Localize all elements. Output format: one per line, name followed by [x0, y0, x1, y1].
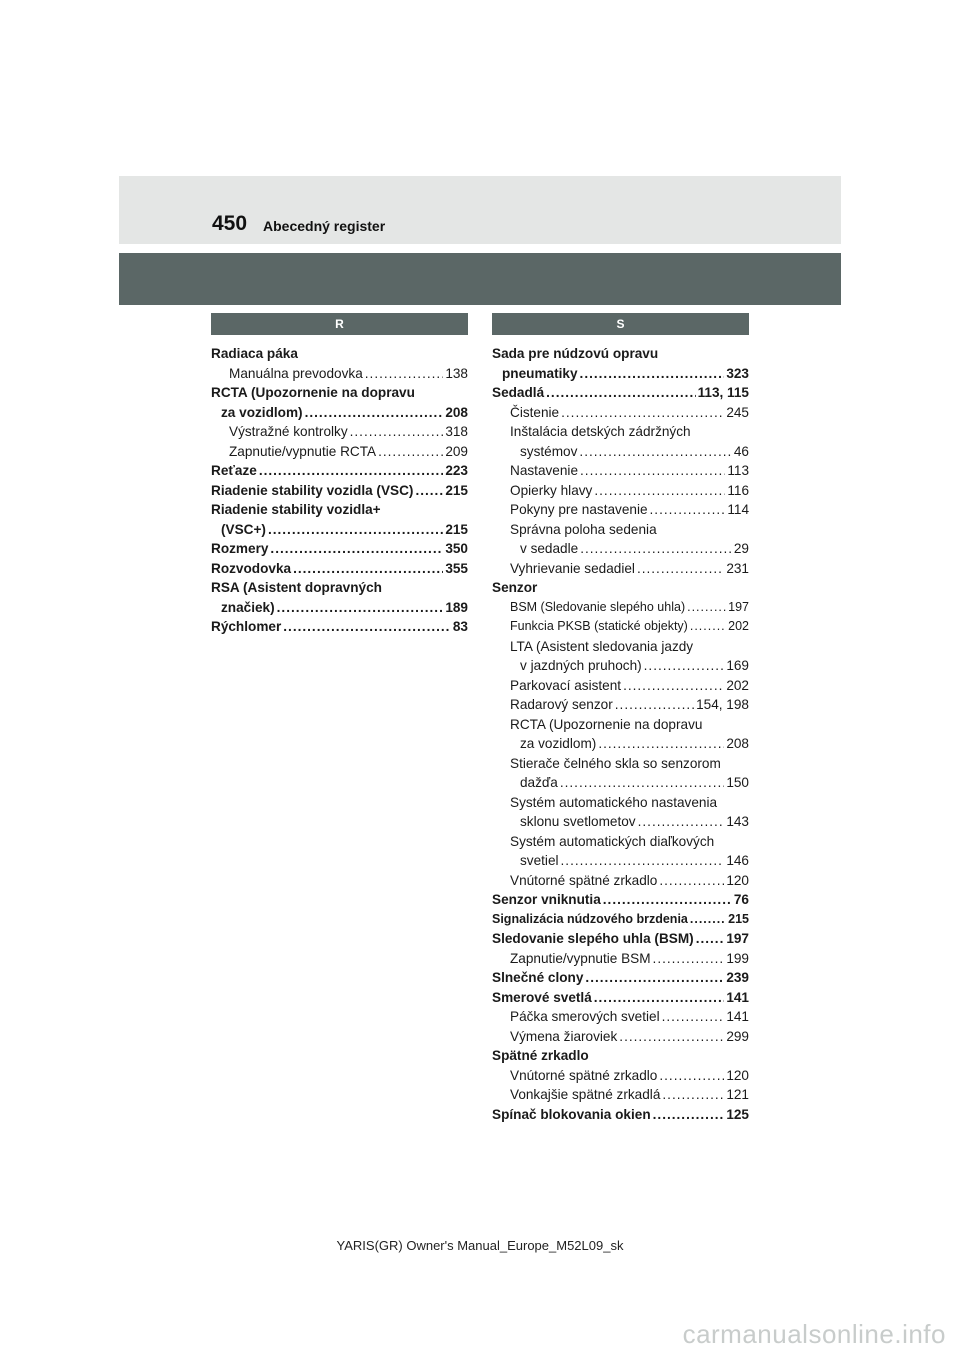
entry-page-number: 323	[726, 365, 749, 381]
entry-label: Senzor vniknutia	[492, 892, 601, 907]
entry-page-number: 202	[728, 619, 749, 633]
entry-page-number: 113, 115	[697, 385, 749, 400]
entry-page-number: 121	[726, 1087, 749, 1102]
entry-page-number: 120	[726, 872, 749, 888]
entry-page-number: 197	[726, 931, 749, 946]
letter-heading-s: S	[492, 313, 749, 335]
letter-heading-r: R	[211, 313, 468, 335]
leader-dots	[268, 520, 443, 540]
entry-page-number: 199	[726, 950, 749, 966]
entry-label: v jazdných pruhoch)	[520, 658, 642, 673]
index-entry	[492, 851, 749, 871]
entry-label: za vozidlom)	[520, 736, 597, 751]
index-entry	[492, 1066, 749, 1086]
entry-page-number: 76	[733, 892, 749, 907]
leader-dots	[594, 988, 725, 1008]
entry-page-number: 239	[726, 970, 749, 985]
index-entry	[492, 910, 749, 930]
entry-label: Reťaze	[211, 463, 257, 478]
index-entry	[492, 578, 749, 598]
index-entry	[492, 1046, 749, 1066]
entry-page-number: 46	[733, 443, 749, 459]
entry-label: Nastavenie	[510, 463, 579, 478]
entry-label: pneumatiky	[502, 365, 578, 381]
entry-label: Správna poloha sedenia	[510, 521, 657, 537]
entry-label: Sada pre núdzovú opravu	[492, 346, 659, 361]
entry-page-number: 125	[726, 1106, 749, 1122]
leader-dots	[580, 539, 732, 559]
entry-page-number: 143	[726, 814, 749, 829]
index-column-r	[211, 313, 468, 637]
index-entry	[211, 461, 468, 481]
index-entry	[492, 461, 749, 481]
index-entry	[211, 403, 468, 423]
leader-dots	[378, 442, 443, 462]
leader-dots	[283, 617, 451, 637]
entry-page-number: 208	[445, 404, 468, 420]
leader-dots	[690, 910, 726, 930]
entry-label: Čistenie	[510, 404, 560, 420]
leader-dots	[293, 559, 443, 579]
index-entry	[492, 520, 749, 540]
leader-dots	[350, 422, 444, 442]
index-entry	[492, 715, 749, 735]
entry-page-number: 114	[727, 502, 749, 517]
leader-dots	[270, 539, 443, 559]
leader-dots	[659, 871, 724, 891]
index-entry	[211, 364, 468, 384]
entry-page-number: 209	[445, 443, 468, 459]
leader-dots	[615, 695, 694, 715]
leader-dots	[598, 734, 724, 754]
leader-dots	[594, 481, 725, 501]
leader-dots	[561, 403, 724, 423]
entry-label: Riadenie stability vozidla+	[211, 502, 381, 517]
entry-label: Systém automatických diaľkových	[510, 833, 715, 849]
entry-label: Vyhrievanie sedadiel	[510, 560, 635, 576]
entry-label: Opierky hlavy	[510, 482, 593, 498]
leader-dots	[653, 949, 725, 969]
leader-dots	[662, 1085, 724, 1105]
entry-page-number: 231	[726, 560, 749, 576]
index-entry	[492, 481, 749, 501]
leader-dots	[696, 929, 725, 949]
index-entries-r	[211, 344, 468, 637]
entry-label: Výmena žiaroviek	[510, 1028, 618, 1044]
entry-page-number: 355	[445, 560, 468, 576]
entry-page-number: 350	[445, 541, 468, 556]
index-entry	[211, 422, 468, 442]
index-entry	[211, 383, 468, 403]
entry-label: Slnečné clony	[492, 970, 584, 985]
leader-dots	[619, 1027, 724, 1047]
index-entry	[492, 1027, 749, 1047]
leader-dots	[560, 773, 724, 793]
index-entry	[492, 773, 749, 793]
entry-page-number: 83	[452, 619, 468, 634]
section-band	[119, 253, 841, 305]
entry-label: Vnútorné spätné zrkadlo	[510, 1067, 658, 1083]
index-entry	[492, 403, 749, 423]
index-entry	[492, 832, 749, 852]
leader-dots	[546, 383, 695, 403]
index-entry	[492, 617, 749, 637]
entry-label: Sedadlá	[492, 385, 545, 400]
entry-label: Parkovací asistent	[510, 677, 622, 693]
index-entry	[211, 598, 468, 618]
entry-label: RSA (Asistent dopravných	[211, 580, 382, 595]
entry-label: Rýchlomer	[211, 619, 282, 634]
index-column-s	[492, 313, 749, 1124]
entry-label: BSM (Sledovanie slepého uhla)	[510, 599, 686, 614]
entry-page-number: 215	[445, 482, 468, 498]
entry-label: LTA (Asistent sledovania jazdy	[510, 638, 694, 654]
index-entry	[492, 812, 749, 832]
entry-page-number: 113	[727, 463, 749, 478]
index-entry	[492, 1007, 749, 1027]
entry-page-number: 141	[726, 1009, 749, 1024]
entry-page-number: 154, 198	[696, 697, 749, 712]
footer-manual-id: YARIS(GR) Owner's Manual_Europe_M52L09_sk	[336, 1238, 624, 1253]
entry-label: Zapnutie/vypnutie RCTA	[229, 443, 377, 459]
index-entry	[492, 695, 749, 715]
entry-label: Páčka smerových svetiel	[510, 1009, 660, 1024]
entry-label: RCTA (Upozornenie na dopravu	[510, 716, 703, 732]
entry-page-number: 215	[728, 911, 749, 926]
entry-page-number: 120	[726, 1067, 749, 1083]
leader-dots	[603, 890, 732, 910]
index-entry	[492, 383, 749, 403]
entry-page-number: 150	[726, 775, 749, 790]
leader-dots	[662, 1007, 725, 1027]
watermark-logo: carmanualsonline.info	[682, 1319, 946, 1349]
entry-label: svetiel	[520, 853, 559, 868]
entry-label: Inštalácia detských zádržných	[510, 424, 691, 439]
leader-dots	[415, 481, 443, 501]
index-entry	[211, 617, 468, 637]
entry-label: Spínač blokovania okien	[492, 1106, 651, 1122]
entry-page-number: 197	[728, 599, 749, 614]
entry-page-number: 215	[445, 521, 468, 537]
leader-dots	[579, 442, 731, 462]
entry-page-number: 223	[445, 463, 468, 478]
entry-label: v sedadle	[520, 541, 579, 556]
entry-label: Sledovanie slepého uhla (BSM)	[492, 931, 694, 946]
entry-label: dažďa	[520, 775, 558, 790]
entry-page-number: 318	[445, 424, 468, 439]
entry-label: Zapnutie/vypnutie BSM	[510, 950, 651, 966]
index-entry	[211, 481, 468, 501]
leader-dots	[653, 1105, 725, 1125]
leader-dots	[305, 403, 444, 423]
entry-label: značiek)	[221, 599, 275, 615]
entry-label: Vonkajšie spätné zrkadlá	[510, 1087, 661, 1102]
entry-label: Spätné zrkadlo	[492, 1048, 589, 1063]
entry-label: RCTA (Upozornenie na dopravu	[211, 385, 415, 400]
index-entry	[492, 988, 749, 1008]
page-title: Abecedný register	[263, 218, 386, 234]
entry-page-number: 245	[726, 404, 749, 420]
index-entry	[492, 871, 749, 891]
index-entry	[492, 929, 749, 949]
leader-dots	[659, 1066, 724, 1086]
entry-label: (VSC+)	[221, 521, 266, 537]
entry-page-number: 141	[726, 989, 749, 1005]
entry-page-number: 299	[726, 1028, 749, 1044]
leader-dots	[687, 598, 726, 618]
entry-label: Rozmery	[211, 541, 269, 556]
leader-dots	[690, 617, 726, 637]
index-entry	[492, 949, 749, 969]
index-entry	[492, 676, 749, 696]
index-entry	[211, 344, 468, 364]
entry-page-number: 189	[445, 599, 468, 615]
entry-label: Radiaca páka	[211, 346, 298, 361]
leader-dots	[561, 851, 725, 871]
index-entry	[492, 968, 749, 988]
leader-dots	[580, 364, 725, 384]
index-entry	[211, 442, 468, 462]
entry-label: Smerové svetlá	[492, 989, 592, 1005]
index-entry	[492, 344, 749, 364]
entry-label: za vozidlom)	[221, 404, 303, 420]
index-entry	[211, 520, 468, 540]
index-entry	[492, 500, 749, 520]
index-entry	[211, 539, 468, 559]
entry-label: Riadenie stability vozidla (VSC)	[211, 482, 414, 498]
index-entry	[492, 1085, 749, 1105]
entry-page-number: 169	[726, 658, 749, 673]
leader-dots	[580, 461, 725, 481]
index-entry	[492, 793, 749, 813]
index-entry	[492, 754, 749, 774]
entry-label: Signalizácia núdzového brzdenia	[492, 911, 688, 926]
index-entry	[492, 890, 749, 910]
index-entry	[211, 500, 468, 520]
index-entry	[492, 422, 749, 442]
entry-page-number: 116	[727, 482, 749, 498]
entry-label: Systém automatického nastavenia	[510, 794, 718, 810]
leader-dots	[259, 461, 444, 481]
entry-page-number: 29	[733, 541, 749, 556]
index-entries-s	[492, 344, 749, 1124]
entry-label: systémov	[520, 443, 578, 459]
entry-page-number: 146	[726, 853, 749, 868]
leader-dots	[365, 364, 444, 384]
index-entry	[211, 578, 468, 598]
index-entry	[211, 559, 468, 579]
entry-page-number: 208	[726, 736, 749, 751]
entry-label: Vnútorné spätné zrkadlo	[510, 872, 658, 888]
entry-label: Radarový senzor	[510, 697, 613, 712]
entry-label: Rozvodovka	[211, 560, 292, 576]
leader-dots	[623, 676, 724, 696]
entry-label: Senzor	[492, 580, 538, 595]
index-entry	[492, 656, 749, 676]
index-entry	[492, 637, 749, 657]
entry-label: Manuálna prevodovka	[229, 365, 363, 381]
index-entry	[492, 442, 749, 462]
leader-dots	[650, 500, 726, 520]
index-entry	[492, 598, 749, 618]
entry-page-number: 138	[445, 365, 468, 381]
leader-dots	[638, 812, 725, 832]
leader-dots	[644, 656, 725, 676]
index-entry	[492, 1105, 749, 1125]
entry-label: Výstražné kontrolky	[229, 424, 348, 439]
leader-dots	[585, 968, 724, 988]
entry-label: Pokyny pre nastavenie	[510, 502, 648, 517]
entry-label: Stierače čelného skla so senzorom	[510, 755, 721, 771]
entry-page-number: 202	[726, 677, 749, 693]
entry-label: Funkcia PKSB (statické objekty)	[510, 619, 688, 633]
leader-dots	[277, 598, 444, 618]
page-number: 450	[212, 212, 248, 235]
index-entry	[492, 539, 749, 559]
leader-dots	[637, 559, 724, 579]
index-entry	[492, 364, 749, 384]
index-entry	[492, 559, 749, 579]
entry-label: sklonu svetlometov	[520, 814, 636, 829]
index-entry	[492, 734, 749, 754]
